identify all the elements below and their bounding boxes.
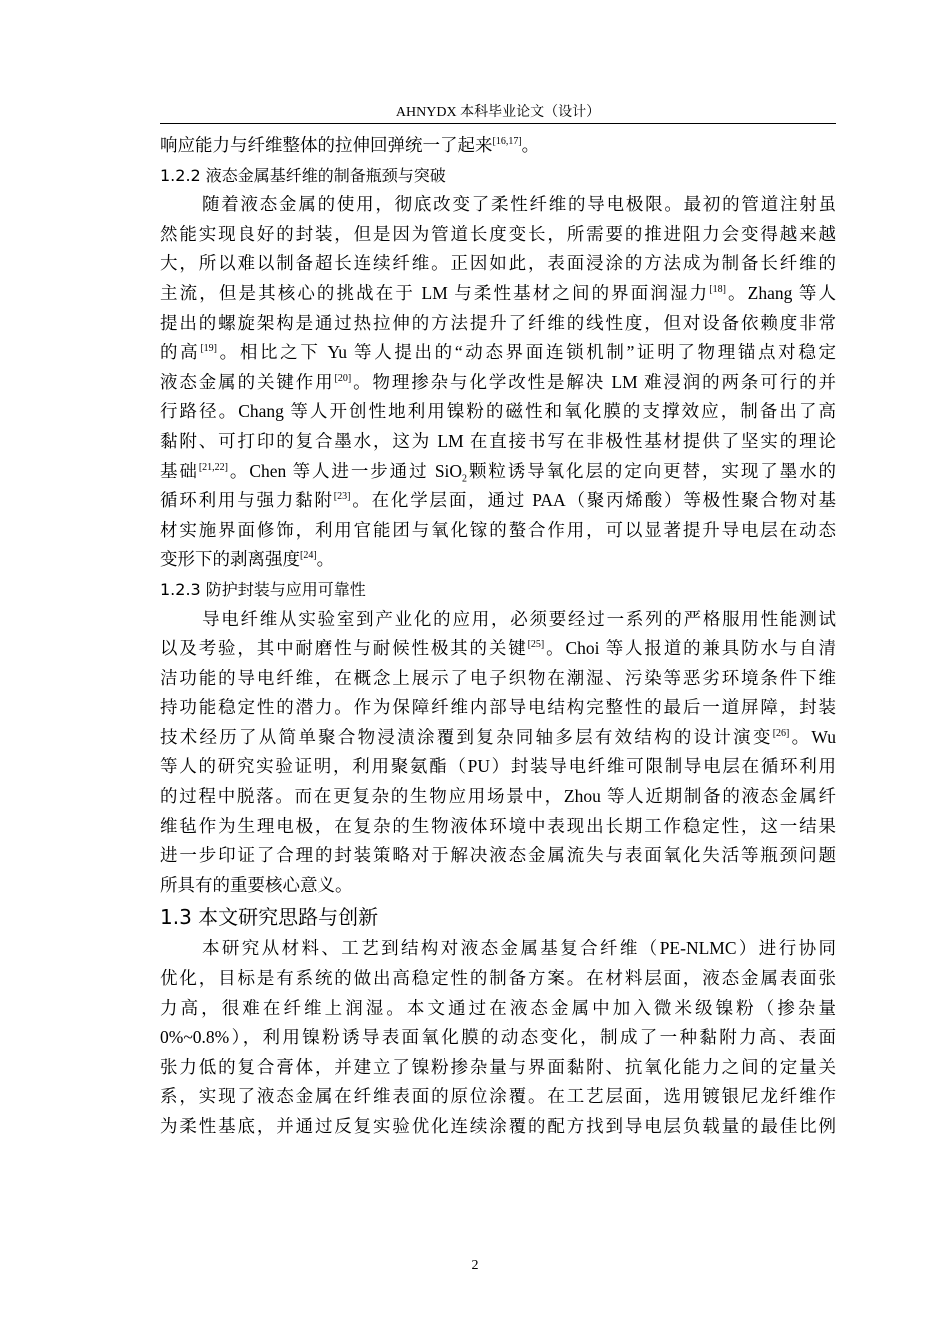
text-line: 随着液态金属的使用，彻底改变了柔性纤维的导电极限。最初的管道注射虽 [202,194,836,215]
text-line: 然能实现良好的封装，但是因为管道长度变长，所需要的推进阻力会变得越来越 [160,223,836,244]
text-line: 材实施界面修饰，利用官能团与氧化镓的螯合作用，可以显著提升导电层在动态 [160,519,836,540]
text-line: 主流，但是其核心的挑战在于 LM 与柔性基材之间的界面润湿力[18]。Zhang 等人 [160,282,836,303]
text-line: 以及考验，其中耐磨性与耐候性极其的关键[25]。Choi 等人报道的兼具防水与自清 [160,638,836,659]
text-line: 为柔性基底，并通过反复实验优化连续涂覆的配方找到导电层负载量的最佳比例 [160,1116,836,1136]
text-line: 0%~0.8%），利用镍粉诱导表面氧化膜的动态变化，制成了一种黏附力高、表面 [160,1027,836,1048]
text-line: 优化，目标是有系统的做出高稳定性的制备方案。在材料层面，液态金属表面张 [160,968,836,989]
text-line: 大，所以难以制备超长连续纤维。正因如此，表面浸涂的方法成为制备长纤维的 [160,253,836,274]
text-line: 响应能力与纤维整体的拉伸回弹统一了起来[16,17]。 [160,135,540,155]
text-line: 进一步印证了合理的封装策略对于解决液态金属流失与表面氧化失活等瓶颈问题 [160,845,836,866]
section-heading-1-2-2: 1.2.2 液态金属基纤维的制备瓶颈与突破 [160,165,446,185]
section-heading-1-3: 1.3 本文研究思路与创新 [160,905,379,930]
text-line: 张力低的复合膏体，并建立了镍粉掺杂量与界面黏附、抗氧化能力之间的定量关 [160,1056,836,1077]
text-line: 持功能稳定性的潜力。作为保障纤维内部导电结构完整性的最后一道屏障，封装 [160,697,836,718]
running-header: AHNYDX 本科毕业论文（设计） [395,105,601,120]
text-line: 等人的研究实验证明，利用聚氨酯（PU）封装导电纤维可限制导电层在循环利用 [160,756,836,777]
text-line: 维毡作为生理电极，在复杂的生物液体环境中表现出长期工作稳定性，这一结果 [160,815,836,836]
text-line: 力高，很难在纤维上润湿。本文通过在液态金属中加入微米级镍粉（掺杂量 [160,997,836,1018]
text-line: 技术经历了从简单聚合物浸渍涂覆到复杂同轴多层有效结构的设计演变[26]。Wu [160,726,836,747]
text-line: 导电纤维从实验室到产业化的应用，必须要经过一系列的严格服用性能测试 [202,608,836,629]
text-line: 黏附、可打印的复合墨水，这为 LM 在直接书写在非极性基材提供了坚实的理论 [160,430,836,451]
text-line: 的高[19]。相比之下 Yu 等人提出的“动态界面连锁机制”证明了物理锚点对稳定 [160,342,836,363]
text-line: 液态金属的关键作用[20]。物理掺杂与化学改性是解决 LM 难浸润的两条可行的并 [160,371,836,392]
section-heading-1-2-3: 1.2.3 防护封装与应用可靠性 [160,579,366,599]
page-body [160,131,836,1142]
text-line: 基础[21,22]。Chen 等人进一步通过 SiO$_2$颗粒诱导氧化层的定向更替，实现了墨水的 [160,460,836,485]
text-line: 本研究从材料、工艺到结构对液态金属基复合纤维（PE-NLMC）进行协同 [202,938,836,959]
text-line: 循环利用与强力黏附[23]。在化学层面，通过 PAA（聚丙烯酸）等极性聚合物对基 [160,490,836,511]
text-line: 的过程中脱落。而在更复杂的生物应用场景中，Zhou 等人近期制备的液态金属纤 [160,786,836,807]
page-number: 2 [471,1258,479,1273]
text-line: 行路径。Chang 等人开创性地利用镍粉的磁性和氧化膜的支撑效应，制备出了高 [160,401,836,422]
text-line: 所具有的重要核心意义。 [160,874,353,895]
text-line: 洁功能的导电纤维，在概念上展示了电子织物在潮湿、污染等恶劣环境条件下维 [160,667,836,688]
text-line: 系，实现了液态金属在纤维表面的原位涂覆。在工艺层面，选用镀银尼龙纤维作 [160,1086,836,1107]
text-line: 变形下的剥离强度[24]。 [160,549,335,570]
header-rule [160,123,836,124]
text-line: 提出的螺旋架构是通过热拉伸的方法提升了纤维的线性度，但对设备依赖度非常 [160,312,836,333]
